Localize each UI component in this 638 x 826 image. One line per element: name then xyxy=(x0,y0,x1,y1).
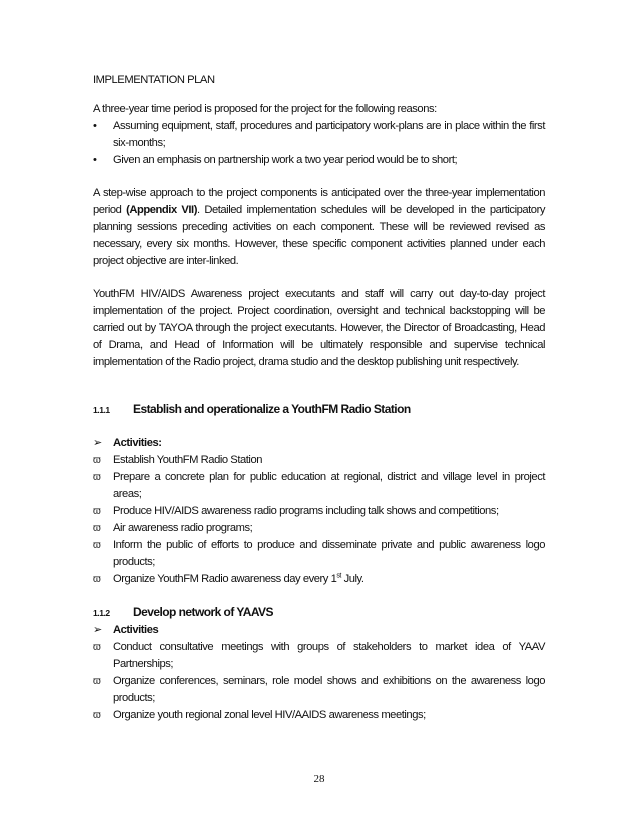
bullet-icon: • xyxy=(93,154,97,166)
appendix-reference: (Appendix VII) xyxy=(126,204,197,216)
section-title: Establish and operationalize a YouthFM Radio Station xyxy=(133,402,411,416)
item-marker-icon: ϖ xyxy=(93,574,101,585)
section-number: 1.1.2 xyxy=(93,608,110,618)
section-heading xyxy=(93,401,545,419)
item-marker-icon: ϖ xyxy=(93,506,101,517)
intro-paragraph: A three-year time period is proposed for the project for the following reasons: xyxy=(93,103,437,115)
item-marker-icon: ϖ xyxy=(93,710,101,721)
executants-paragraph: YouthFM HIV/AIDS Awareness project executants and staff will carry out day-to-day project implementation of the project. Project coordination, oversight and technical backstopping will be carried out by TAYOA through the project executants. However, the Director of Broadcasting, Head of Drama, and Head of Information will be ultimately responsible and supervise technical implementation of the Radio project, drama studio and the desktop publishing unit respectively. xyxy=(93,288,545,368)
item-marker-icon: ϖ xyxy=(93,676,101,687)
list-item: • Assuming equipment, staff, procedures and participatory work-plans are in place within the first six-months; xyxy=(93,120,545,149)
list-item: ϖ Establish YouthFM Radio Station xyxy=(93,452,545,469)
section-number: 1.1.1 xyxy=(93,405,110,415)
activities-heading: ➢ Activities xyxy=(93,622,545,639)
arrow-icon: ➢ xyxy=(93,437,102,449)
item-marker-icon: ϖ xyxy=(93,540,101,551)
list-item: • Given an emphasis on partnership work a two year period would be to short; xyxy=(93,152,545,169)
page-heading: IMPLEMENTATION PLAN xyxy=(93,74,215,86)
list-item: ϖ Prepare a concrete plan for public education at regional, district and village level in project areas; xyxy=(93,471,545,500)
list-item: ϖ Organize youth regional zonal level HIV/AAIDS awareness meetings; xyxy=(93,707,545,724)
item-marker-icon: ϖ xyxy=(93,455,101,466)
list-item: ϖ Inform the public of efforts to produce and disseminate private and public awareness logo products; xyxy=(93,539,545,568)
section-heading xyxy=(93,604,545,622)
activities-heading: ➢ Activities: xyxy=(93,435,545,452)
item-marker-icon: ϖ xyxy=(93,523,101,534)
list-item: ϖ Conduct consultative meetings with groups of stakeholders to market idea of YAAV Partnerships; xyxy=(93,641,545,670)
item-marker-icon: ϖ xyxy=(93,642,101,653)
arrow-icon: ➢ xyxy=(93,624,102,636)
bullet-icon: • xyxy=(93,120,97,132)
section-title: Develop network of YAAVS xyxy=(133,605,273,619)
reasons-list xyxy=(93,118,545,169)
list-item: ϖ Organize YouthFM Radio awareness day every 1st July. xyxy=(93,571,545,588)
activities-list xyxy=(93,639,545,724)
item-marker-icon: ϖ xyxy=(93,472,101,483)
activities-list xyxy=(93,452,545,588)
page-number: 28 xyxy=(313,773,325,785)
stepwise-paragraph: A step-wise approach to the project components is anticipated over the three-year implementation period (Appendix VII). Detailed implementation schedules will be developed in the participatory planning sessions preceding activities on each component. These will be reviewed revised as necessary, every six months. However, these specific component activities planned under each project objective are inter-linked. xyxy=(93,187,545,267)
list-item: ϖ Produce HIV/AIDS awareness radio programs including talk shows and competitions; xyxy=(93,503,545,520)
list-item: ϖ Organize conferences, seminars, role model shows and exhibitions on the awareness logo products; xyxy=(93,675,545,704)
document-page xyxy=(93,72,545,724)
list-item: ϖ Air awareness radio programs; xyxy=(93,520,545,537)
